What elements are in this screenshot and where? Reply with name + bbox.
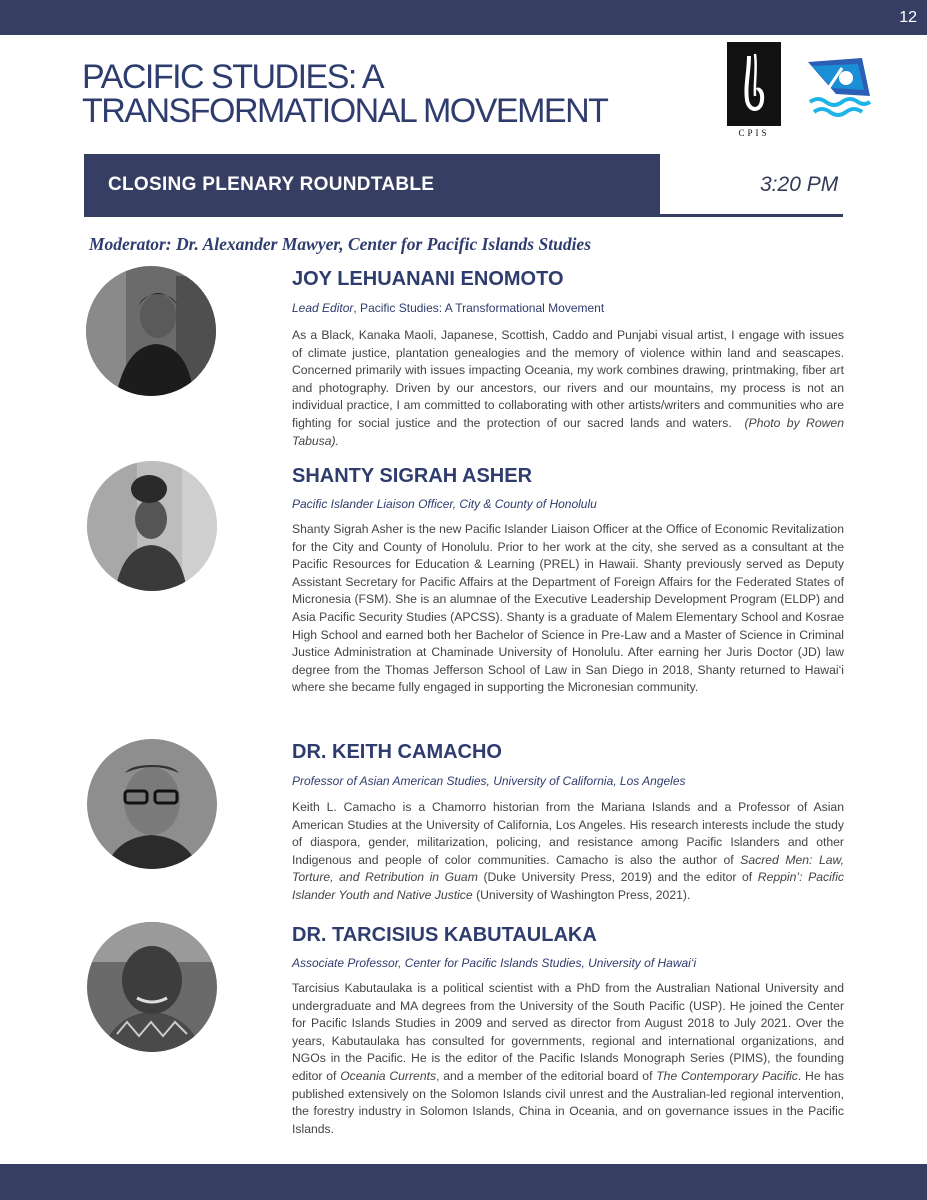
page-number: 12 [899,9,917,26]
speaker-bio: Shanty Sigrah Asher is the new Pacific Islander Liaison Officer at the Office of Economic Revitalization for the City and County of Honolulu. Prior to her work at the city, she served as a consultant at the Pacific Resources for Education & Learning (PREL) in Hawaii. Shanty previously served as Deputy Assistant Secretary for Pacific Affairs at the Department of Foreign Affairs for the Federated States of Micronesia (FSM). She is an alumnae of the Executive Leadership Development Program (ELDP) and Asia Pacific Security Studies (APCSS). Shanty is a graduate of Malem Elementary School and Kosrae High School and earned both her Bachelor of Science in Pre-Law and a Master of Science in Criminal Justice Administration at Chaminade University of Honolulu. After earning her Juris Doctor (JD) law degree from the Thomas Jefferson School of Law in San Diego in 2018, Shanty returned to Hawai‘i where she became fully engaged in supporting the Micronesian community. [292,522,844,695]
session-time: 3:20 PM [760,173,839,196]
top-bar [0,0,927,35]
speaker-bio [292,980,844,1138]
speaker-name: DR. TARCISIUS KABUTAULAKA [292,924,597,946]
bio-text: . He has published extensively on the Solomon Islands civil unrest and the Australian-led regional intervention, the forestry industry in Solomon Islands, China in Oceania, and on governance issues in the Pacific Islands. [292,1068,845,1136]
speaker-name: SHANTY SIGRAH ASHER [292,465,533,487]
bio-text: Tarcisius Kabutaulaka is a political scientist with a PhD from the Australian National University and undergraduate and MA degrees from the University of the South Pacific (USP). He joined the Center for Pacific Islands Studies in 2009 and served as director from August 2018 to July 2021. Over the years, Kabutaulaka has consulted for governments, regional and international organizations, and NGOs in the Pacific. He is the editor of the Pacific Islands Monograph Series (PIMS), the founding editor of [292,981,844,1083]
session-title: CLOSING PLENARY ROUNDTABLE [108,174,435,195]
speaker-role: Associate Professor, Center for Pacific Islands Studies, University of Hawai‘i [292,956,697,970]
speaker-bio [292,799,844,905]
speaker-name: DR. KEITH CAMACHO [292,741,502,763]
session-banner [84,154,660,216]
bio-text: Keith L. Camacho is a Chamorro historian from the Mariana Islands and a Professor of Asian American Studies at the University of California, Los Angeles. His research interests include the study of diaspora, gender, militarization, policing, and resistance among Pacific Islanders and other Indigenous and people of color communities. Camacho is also the author of [292,800,844,867]
speaker-role: Professor of Asian American Studies, University of California, Los Angeles [292,774,686,788]
bio-text: As a Black, Kanaka Maoli, Japanese, Scottish, Caddo and Punjabi visual artist, I engage with issues of climate justice, plantation genealogies and the memory of violence within land and seascapes. Concerned primarily with issues impacting Oceania, my work combines drawing, printmaking, fiber art and photography. Driven by our ancestors, our rivers and our mountains, my process is not an individual practice, I am committed to collaborating with other artists/writers and communities who are fighting for social justice and the protection of our sacred lands and waters. [292,328,844,430]
bio-text: (University of Washington Press, 2021). [476,887,691,902]
moderator-line: Moderator: Dr. Alexander Mawyer, Center for Pacific Islands Studies [89,234,592,254]
speaker-role [292,301,604,315]
title-line-1: PACIFIC STUDIES: A [82,58,384,96]
photo-credit: (Photo by Rowen Tabusa). [292,415,844,448]
title-line-2: TRANSFORMATIONAL MOVEMENT [82,92,608,130]
banner-underline [84,214,843,217]
fishhook-icon [727,42,781,126]
bottom-bar [0,1164,927,1200]
page-title [82,60,682,128]
publication-title: The Contemporary Pacific [656,1068,798,1083]
role-title: Lead Editor [292,301,354,315]
cpis-logo [727,42,781,140]
speaker-photo-camacho [87,739,217,869]
bio-text: , and a member of the editorial board of [436,1068,653,1083]
bio-text: (Duke University Press, 2019) and the editor of [483,870,753,885]
speaker-bio [292,327,844,450]
speaker-photo-kabutaulaka [87,922,217,1052]
publication-title: Oceania Currents [340,1068,437,1083]
role-affiliation: , Pacific Studies: A Transformational Movement [353,301,605,315]
speaker-photo-asher [87,461,217,591]
speaker-name: JOY LEHUANANI ENOMOTO [292,268,564,290]
speaker-photo-enomoto [86,266,216,396]
book-title: Reppin’: Pacific Islander Youth and Native Justice [292,870,844,902]
university-logo-icon [802,56,874,122]
speaker-role: Pacific Islander Liaison Officer, City & County of Honolulu [292,497,597,511]
cpis-caption: CPIS [738,128,770,138]
book-title: Sacred Men: Law, Torture, and Retribution in Guam [292,852,845,885]
